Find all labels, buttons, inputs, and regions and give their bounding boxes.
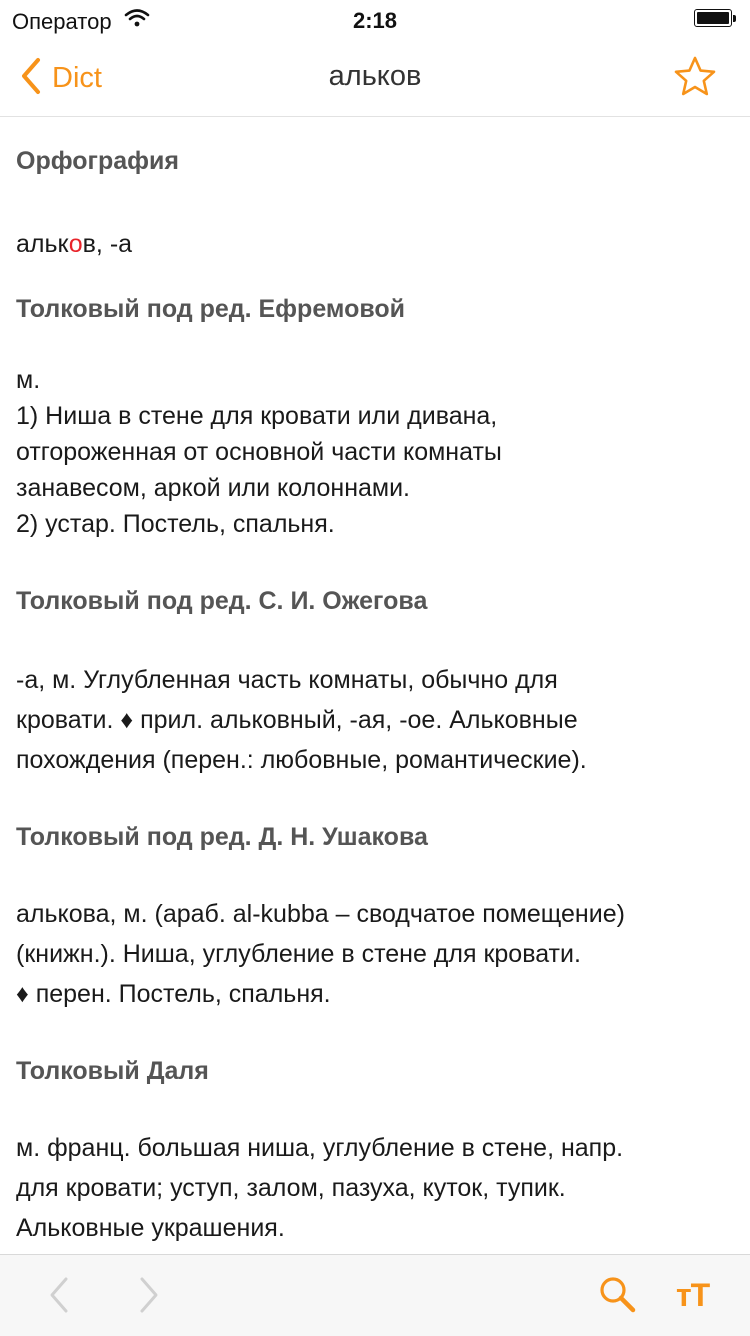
text-line: м. франц. большая ниша, углубление в стене, напр. — [16, 1134, 624, 1162]
word-part: в, -а — [82, 230, 133, 258]
navigation-bar — [0, 40, 750, 117]
section-title: Толковый под ред. Д. Н. Ушакова — [16, 823, 428, 851]
star-icon — [672, 87, 718, 104]
text-line: для кровати; уступ, залом, пазуха, куток, тупик. — [16, 1174, 566, 1202]
next-button[interactable] — [126, 1273, 170, 1317]
text-line: алькова, м. (араб. al-kubba – сводчатое помещение) — [16, 900, 625, 928]
section-title: Толковый под ред. С. И. Ожегова — [16, 587, 428, 615]
search-button[interactable] — [596, 1273, 640, 1317]
battery-icon — [694, 9, 740, 29]
text-line: м. — [16, 366, 41, 394]
back-label: Dict — [52, 61, 102, 94]
section-efremova — [16, 292, 736, 542]
previous-button[interactable] — [40, 1273, 84, 1317]
text-line: Альковные украшения. — [16, 1214, 285, 1242]
article-content — [16, 117, 736, 1252]
word-part: альк — [16, 230, 69, 258]
carrier-name: Оператор — [12, 9, 112, 34]
text-line: похождения (перен.: любовные, романтические). — [16, 746, 587, 774]
status-bar — [0, 0, 750, 40]
text-line: 2) устар. Постель, спальня. — [16, 510, 335, 538]
section-ushakov — [16, 820, 736, 1014]
section-body — [16, 894, 736, 1014]
section-spelling — [16, 144, 736, 262]
page-title: альков — [328, 60, 422, 92]
section-ozhegov — [16, 584, 736, 780]
section-body — [16, 1128, 736, 1248]
text-line: занавесом, аркой или колоннами. — [16, 474, 411, 502]
chevron-right-icon — [126, 1304, 170, 1321]
bottom-toolbar — [0, 1254, 750, 1336]
font-size-button[interactable] — [676, 1273, 720, 1317]
section-dahl — [16, 1054, 736, 1248]
status-time: 2:18 — [352, 8, 398, 33]
section-title: Толковый под ред. Ефремовой — [16, 295, 406, 323]
section-body — [16, 362, 736, 542]
font-size-icon: тТ — [676, 1277, 710, 1313]
stressed-letter: о — [68, 230, 83, 258]
text-line: ♦ перен. Постель, спальня. — [16, 980, 331, 1008]
spelling-entry — [16, 226, 736, 262]
text-line: кровати. ♦ прил. альковный, -ая, -ое. Альковные — [16, 706, 578, 734]
text-line: -а, м. Углубленная часть комнаты, обычно для — [16, 666, 558, 694]
section-body — [16, 226, 736, 262]
text-line: (книжн.). Ниша, углубление в стене для кровати. — [16, 940, 581, 968]
section-title: Толковый Даля — [16, 1057, 209, 1085]
search-icon — [596, 1304, 640, 1321]
chevron-left-icon — [40, 1304, 84, 1321]
text-line: 1) Ниша в стене для кровати или дивана, — [16, 402, 498, 430]
text-line: отгороженная от основной части комнаты — [16, 438, 502, 466]
favorite-button[interactable] — [672, 54, 718, 100]
section-title: Орфография — [16, 147, 179, 175]
section-body — [16, 660, 736, 780]
